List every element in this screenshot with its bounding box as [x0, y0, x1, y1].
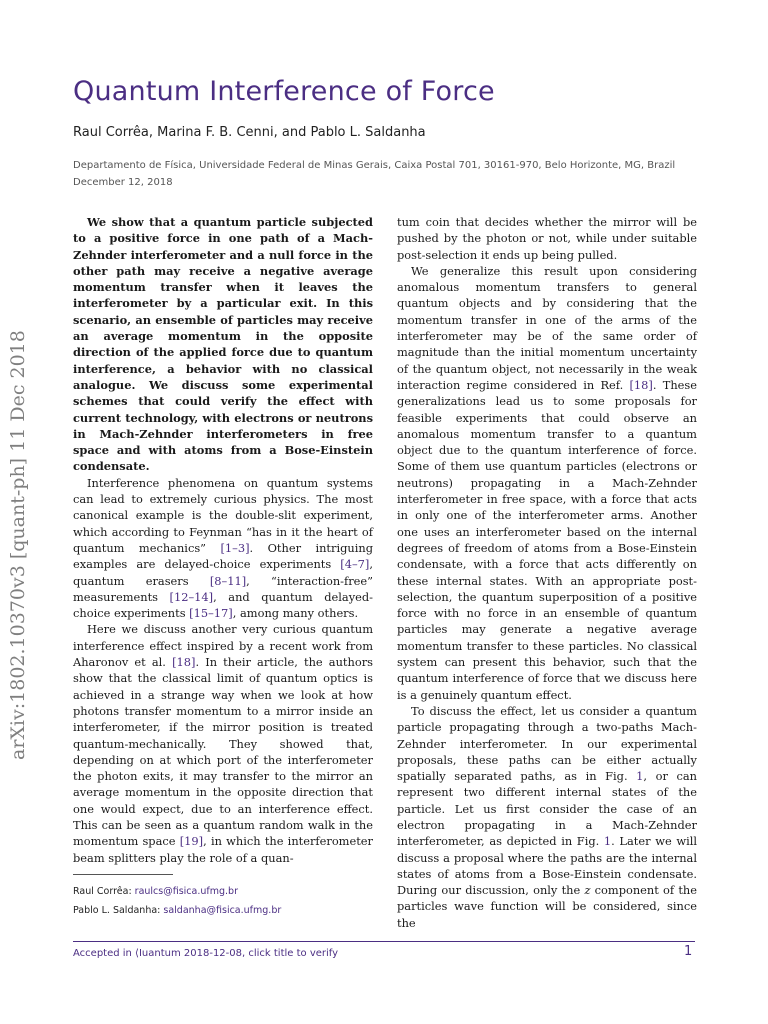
page-number: 1: [684, 944, 693, 959]
text-run: , quantum erasers: [73, 557, 373, 588]
text-run: component of the particles wave function will be considered, since the: [397, 883, 697, 930]
text-run: Interference phenomena on quantum systems can lead to extremely curious physics. The most canonical example is the double-slit experiment, which according to Feynman “has in it the heart of quantum mechanics”: [73, 475, 373, 555]
text-run: . In their article, the authors show that the classical limit of quantum optics is achieved in a strange way when we look at how photons transfer momentum to a mirror inside an interferometer, if the mirror position is treated quantum-mechanically. They showed that, depending on at which port of the interferometer the photon exits, it may transfer to the mirror an average momentum in the opposite direction that one would expect, due to an interference effect. This can be seen as a quantum random walk in the momentum space: [73, 655, 373, 849]
citation-link[interactable]: [12–14]: [169, 589, 214, 604]
author-list: Raul Corrêa, Marina F. B. Cenni, and Pablo L. Saldanha: [73, 125, 426, 140]
paper-title[interactable]: Quantum Interference of Force: [73, 76, 495, 107]
body-paragraph: tum coin that decides whether the mirror will be pushed by the photon or not, while under suitable post-selection it ends up being pulled.: [397, 215, 697, 262]
publication-date: December 12, 2018: [73, 177, 173, 188]
email-link[interactable]: raulcs@fisica.ufmg.br: [134, 886, 238, 897]
footnote-author: [73, 905, 281, 916]
text-run: Here we discuss another very curious quantum interference effect inspired by a recent work from Aharonov et al.: [73, 622, 373, 670]
affiliation: Departamento de Física, Universidade Federal de Minas Gerais, Caixa Postal 701, 30161-970, Belo Horizonte, MG, Brazil: [73, 160, 676, 171]
citation-link[interactable]: [4–7]: [340, 557, 370, 572]
footnote-name: Raul Corrêa:: [73, 886, 135, 897]
text-run: . Later we will discuss a proposal where the paths are the internal states of atoms from a Bose-Einstein condensate. During our discussion, only the: [397, 834, 698, 898]
body-paragraph: [397, 703, 697, 931]
citation-link[interactable]: [15–17]: [189, 606, 233, 621]
text-run: , or can represent two different internal states of the particle. Let us first consider the case of an electron propagating in a Mach-Zehnder interferometer, as depicted in Fig.: [397, 769, 698, 849]
intro-paragraph: [73, 475, 373, 622]
text-run: , and quantum delayed-choice experiments: [73, 589, 374, 621]
body-paragraph: [73, 621, 373, 865]
citation-link[interactable]: [8–11]: [209, 573, 247, 588]
right-column: [397, 214, 697, 931]
accepted-verify-link[interactable]: Accepted in ⟨Iuantum 2018-12-08, click title to verify: [73, 948, 339, 959]
text-run: We generalize this result upon considering anomalous momentum transfers to general quantum objects and by considering that the momentum transfer in one of the arms of the interferometer may be of the same order of magnitude than the initial momentum uncertainty of the quantum object, not necessarily in the weak interaction regime considered in Ref.: [397, 263, 697, 392]
body-paragraph: [397, 263, 697, 703]
citation-link[interactable]: [18]: [172, 655, 196, 670]
text-run: . Other intriguing examples are delayed-choice experiments: [73, 540, 373, 572]
text-run: , in which the interferometer beam splitters play the role of a quan-: [73, 834, 373, 865]
email-link[interactable]: saldanha@fisica.ufmg.br: [163, 905, 282, 916]
footnote-author: [73, 886, 238, 897]
math-variable: z: [584, 883, 591, 898]
citation-link[interactable]: [1–3]: [220, 540, 250, 555]
abstract: We show that a quantum particle subjected to a positive force in one path of a Mach-Zehnder interferometer and a null force in the other path may receive a negative average momentum transfer when it leaves the interferometer by a particular exit. In this scenario, an ensemble of particles may receive an average momentum in the opposite direction of the applied force due to quantum interference, a behavior with no classical analogue. We discuss some experimental schemes that could verify the effect with current technology, with electrons or neutrons in Mach-Zehnder interferometers in free space and with atoms from a Bose-Einstein condensate.: [73, 215, 373, 474]
text-run: To discuss the effect, let us consider a quantum particle propagating through a two-paths Mach-Zehnder interferometer. In our experimental proposals, these paths can be either actually spatially separated paths, as in Fig.: [397, 703, 697, 784]
figure-reference-link[interactable]: 1: [636, 769, 644, 784]
arxiv-identifier: arXiv:1802.10370v3 [quant-ph] 11 Dec 2018: [7, 330, 29, 760]
footer-divider: [73, 941, 695, 942]
text-run: , “interaction-free” measurements: [73, 573, 373, 604]
citation-link[interactable]: [19]: [179, 834, 204, 849]
figure-reference-link[interactable]: 1: [603, 834, 612, 849]
left-column: [73, 214, 373, 866]
footnote-name: Pablo L. Saldanha:: [73, 905, 164, 916]
text-run: , among many others.: [232, 606, 359, 621]
text-run: . These generalizations lead us to some proposals for feasible experiments that could observe an anomalous momentum transfer to a quantum object due to the quantum interference of force. Some of them use quantum particles (electrons or neutrons) propagating in a Mach-Zehnder interferometer in free space, with a force that acts in only one of the interferometer arms. Another one uses an interferometer based on the internal degrees of freedom of atoms from a Bose-Einstein condensate, with a force that acts differently on these internal states. With an appropriate post-selection, the quantum superposition of a positive force with no force in an ensemble of quantum particles may generate a negative average momentum transfer to these particles. No classical system can present this behavior, such that the quantum interference of force that we discuss here is a genuinely quantum effect.: [397, 377, 697, 702]
citation-link[interactable]: [18]: [629, 377, 653, 392]
footnote-divider: [73, 874, 173, 875]
